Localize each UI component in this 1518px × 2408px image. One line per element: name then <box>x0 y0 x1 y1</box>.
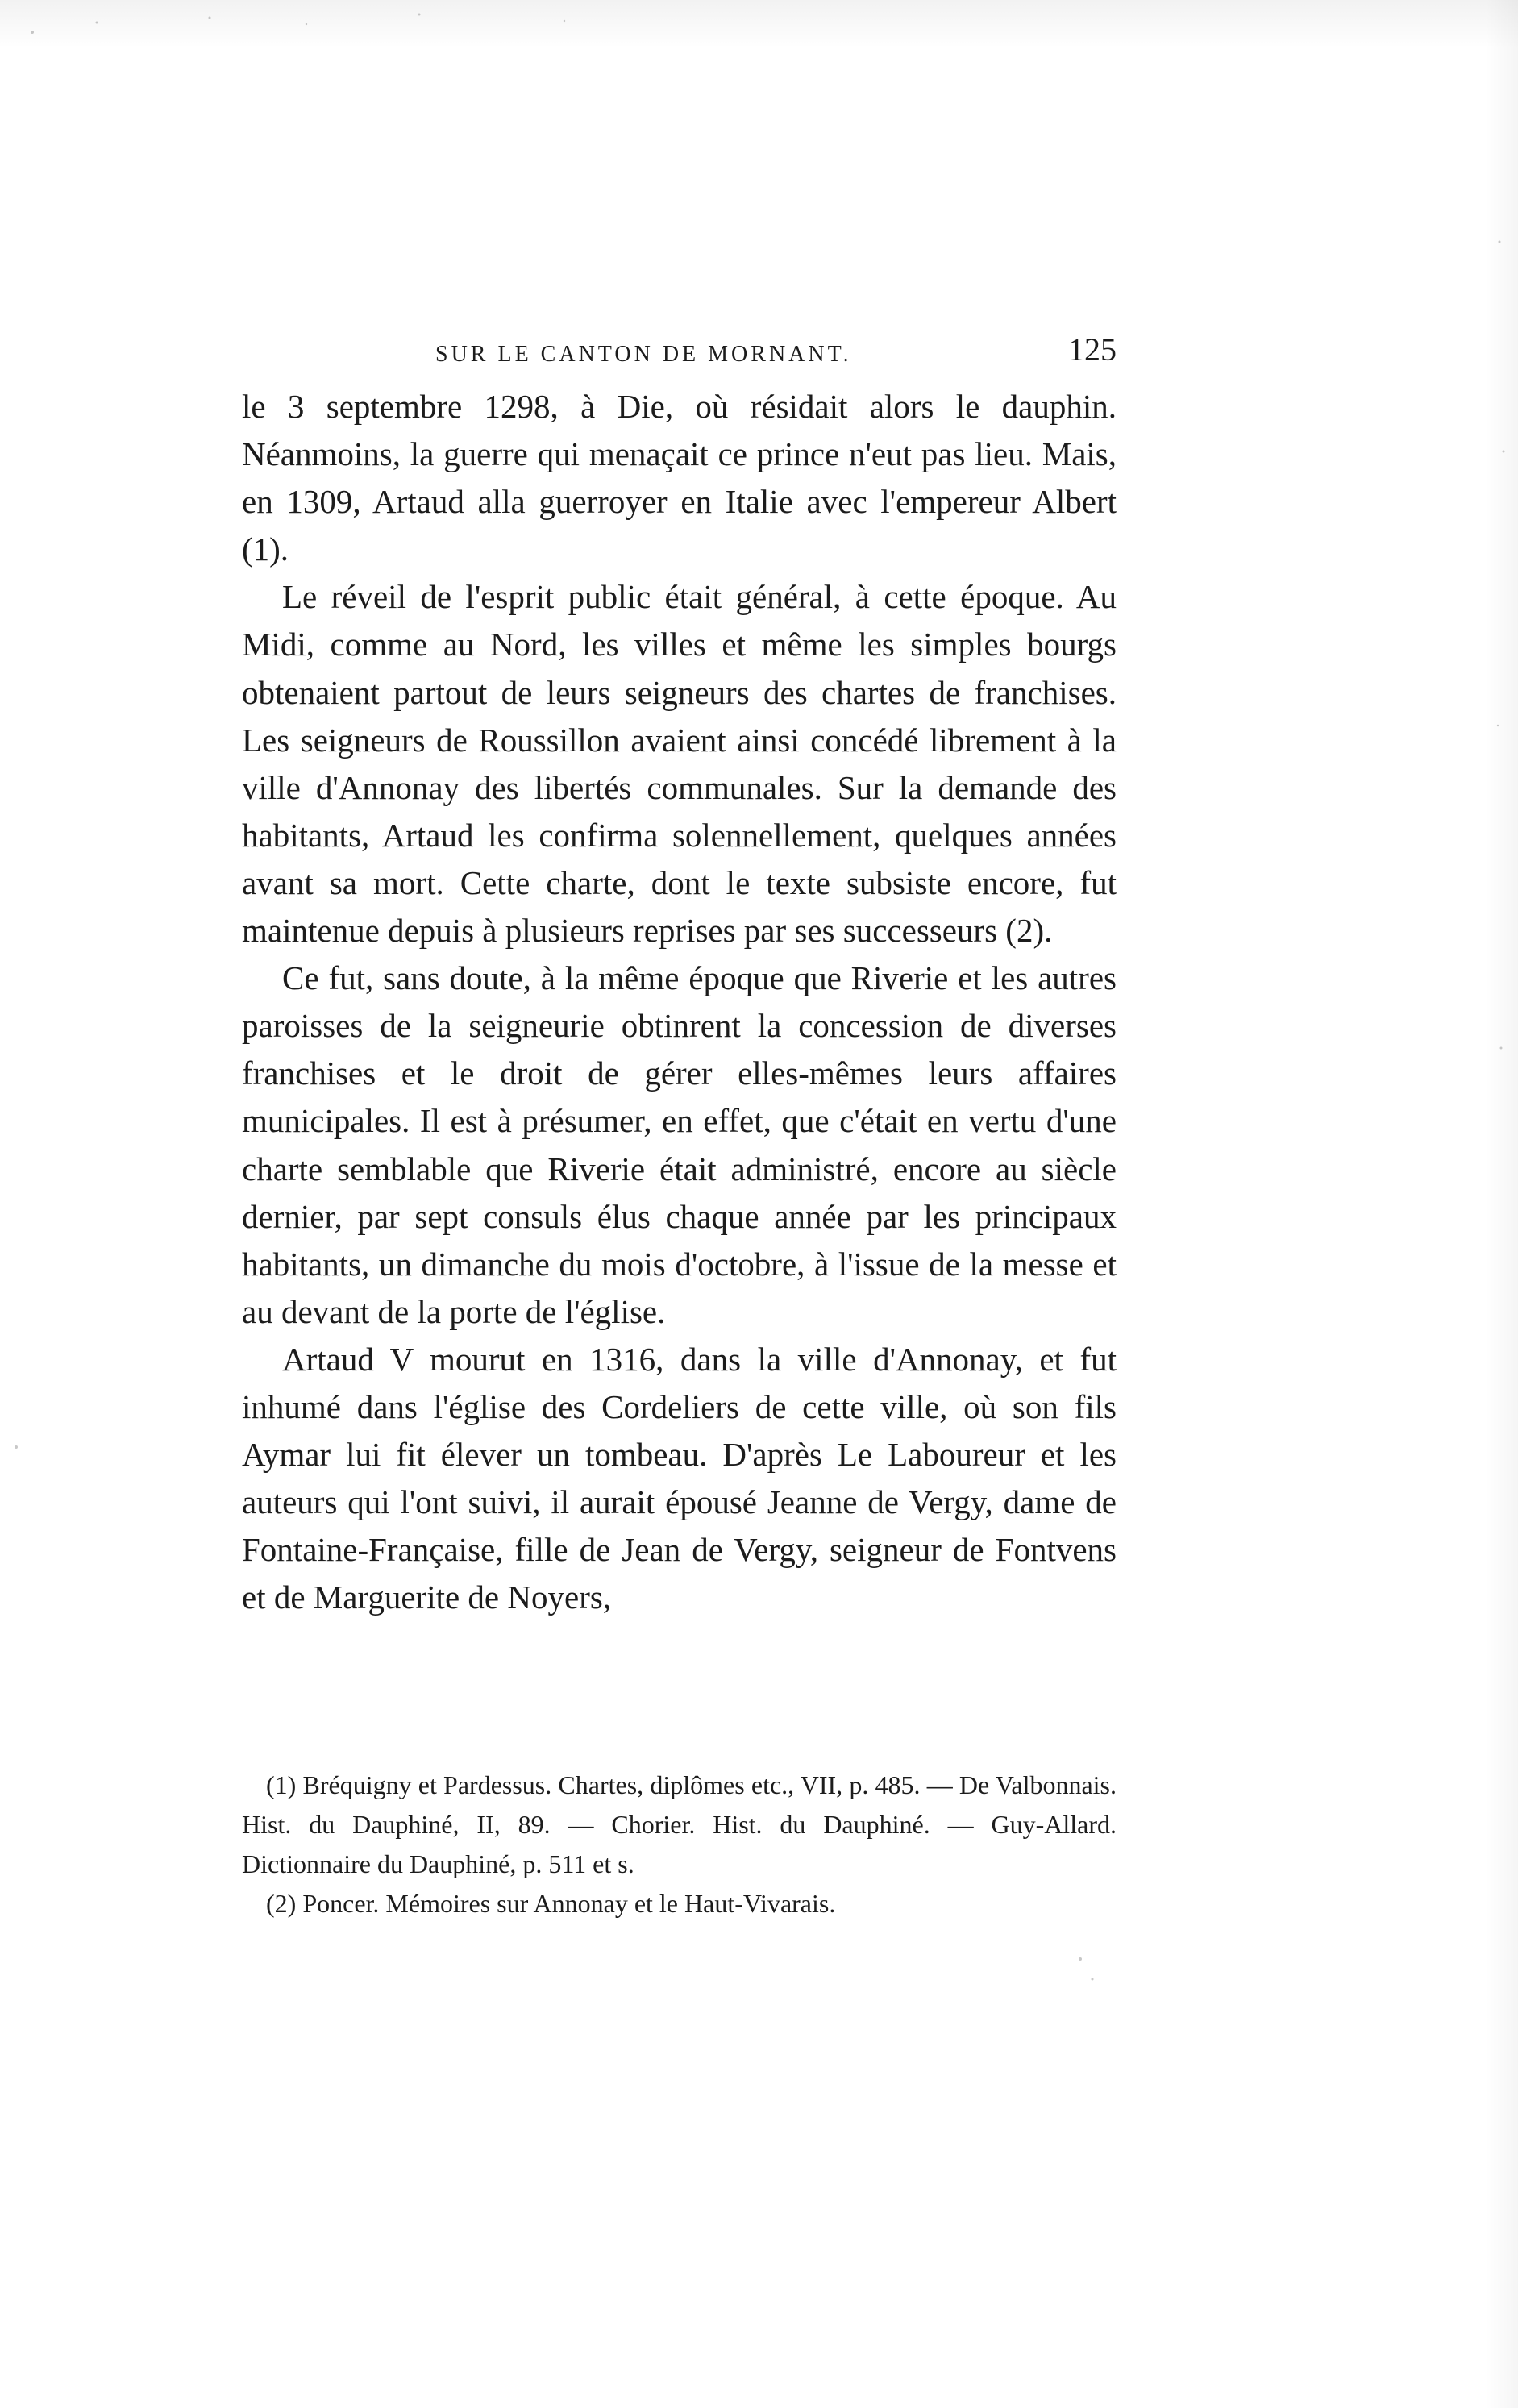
running-head <box>242 331 1117 379</box>
paragraph: Le réveil de l'esprit public était général, à cette époque. Au Midi, comme au Nord, les villes et même les simples bourgs obtenaient partout de leurs seigneurs des chartes de franchises. Les seigneurs de Roussillon avaient ainsi concédé librement à la ville d'Annonay des libertés communales. Sur la demande des habitants, Artaud les confirma solennellement, quelques années avant sa mort. Cette charte, dont le texte subsiste encore, fut maintenue depuis à plusieurs reprises par ses successeurs (2). <box>242 578 1117 950</box>
footnotes <box>242 1765 1117 1923</box>
footnote: (1) Bréquigny et Pardessus. Chartes, diplômes etc., VII, p. 485. — De Valbonnais. Hist. du Dauphiné, II, 89. — Chorier. Hist. du Dauphiné. — Guy-Allard. Dictionnaire du Dauphiné, p. 511 et s. <box>242 1770 1117 1878</box>
footnote: (2) Poncer. Mémoires sur Annonay et le Haut-Vivarais. <box>266 1889 836 1918</box>
paragraph: Ce fut, sans doute, à la même époque que Riverie et les autres paroisses de la seigneurie obtinrent la concession de diverses franchises et le droit de gérer elles-mêmes leurs affaires municipales. Il est à présumer, en effet, que c'était en vertu d'une charte semblable que Riverie était administré, encore au siècle dernier, par sept consuls élus chaque année par les principaux habitants, un dimanche du mois d'octobre, à l'issue de la messe et au devant de la porte de l'église. <box>242 959 1117 1330</box>
page-number: 125 <box>1068 331 1117 368</box>
paragraph: Artaud V mourut en 1316, dans la ville d'Annonay, et fut inhumé dans l'église des Cordeliers de cette ville, où son fils Aymar lui fit élever un tombeau. D'après Le Laboureur et les auteurs qui l'ont suivi, il aurait épousé Jeanne de Vergy, dame de Fontaine-Française, fille de Jean de Vergy, seigneur de Fontvens et de Marguerite de Noyers, <box>242 1340 1117 1616</box>
running-title: SUR LE CANTON DE MORNANT. <box>435 342 852 367</box>
body-text <box>242 383 1117 1621</box>
paragraph: le 3 septembre 1298, à Die, où résidait alors le dauphin. Néanmoins, la guerre qui menaçait ce prince n'eut pas lieu. Mais, en 1309, Artaud alla guerroyer en Italie avec l'empereur Albert (1). <box>242 388 1117 568</box>
